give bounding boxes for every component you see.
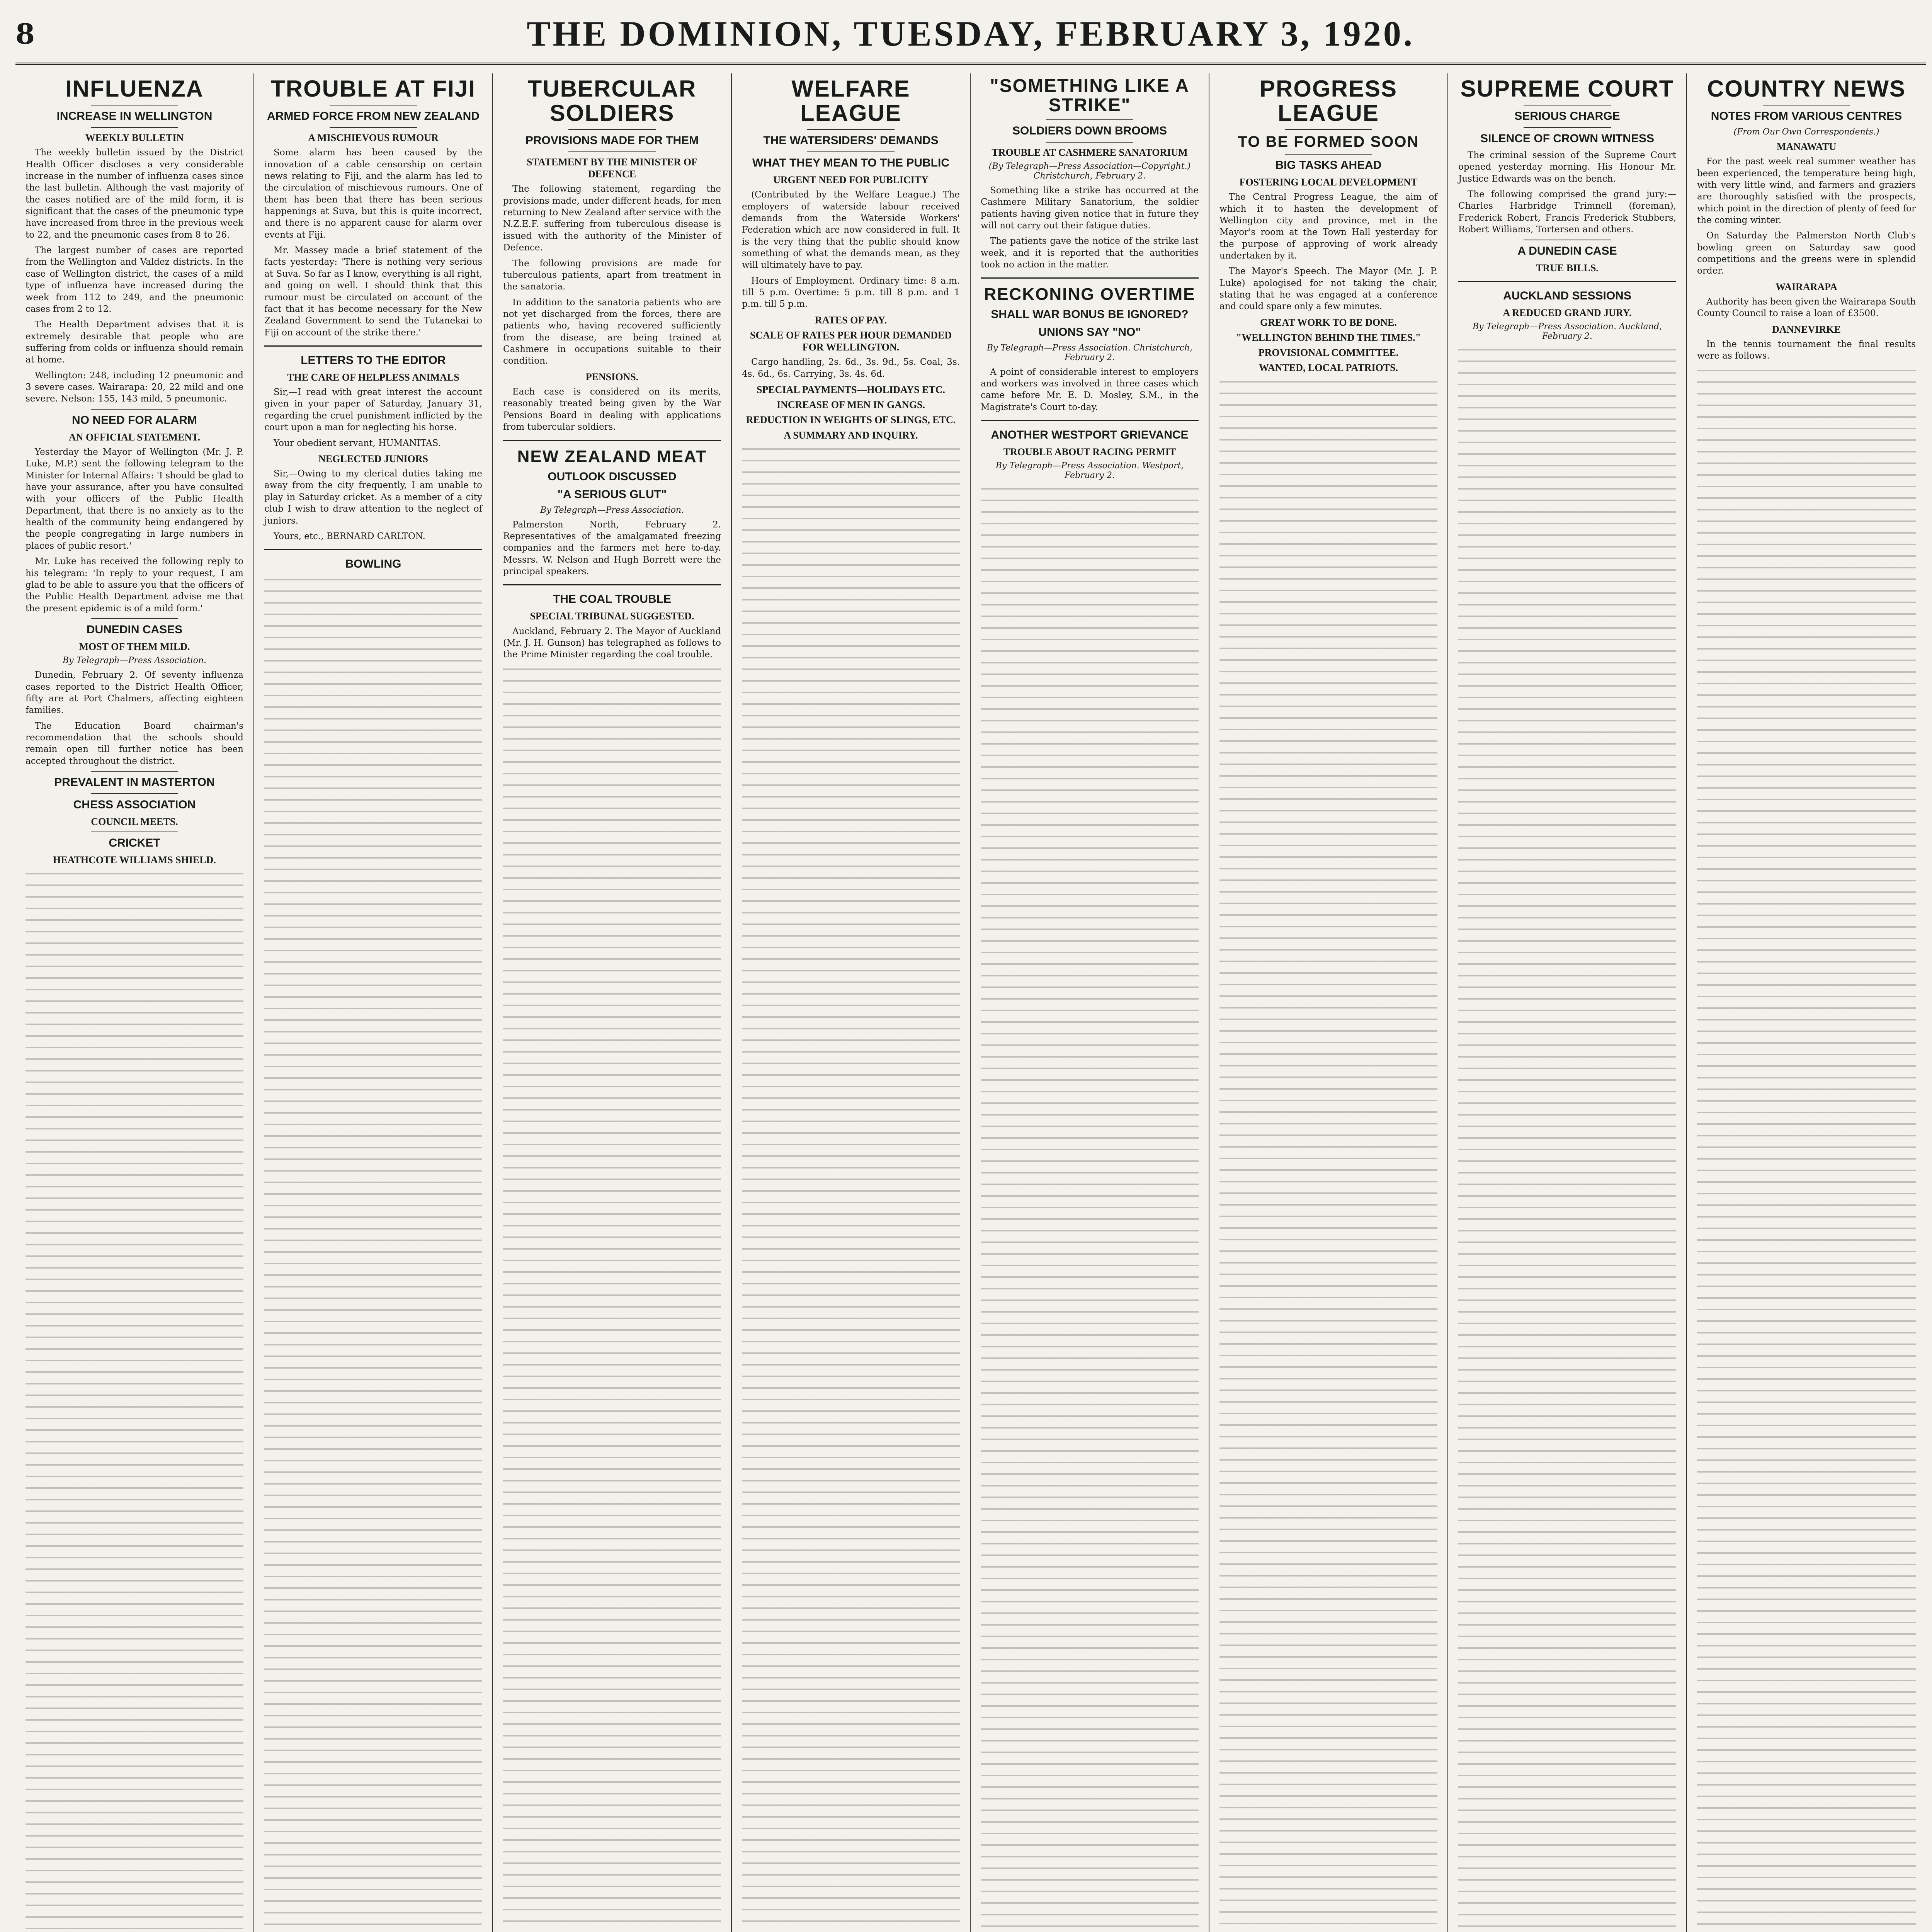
subhead: CRICKET xyxy=(109,837,160,850)
kicker: STATEMENT BY THE MINISTER OF DEFENCE xyxy=(526,156,698,180)
paragraph: For the past week real summer weather has been experienced, the temperature being high, with very little wind, and farmers and graziers are thoroughly satisfied with the prospects, which point in the direction of plenty of feed for the coming winter. xyxy=(1697,156,1916,225)
paragraph: The patients gave the notice of the strike last week, and it is reported that the authorities took no action in the matter. xyxy=(981,236,1199,270)
kicker: SCALE OF RATES PER HOUR DEMANDED FOR WELLINGTON. xyxy=(750,329,952,353)
subhead: DUNEDIN CASES xyxy=(86,623,183,636)
kicker: GREAT WORK TO BE DONE. xyxy=(1260,316,1397,328)
byline: By Telegraph—Press Association. Christchurch, February 2. xyxy=(986,343,1193,362)
kicker: A MISCHIEVOUS RUMOUR xyxy=(308,132,439,143)
paragraph: Cargo handling, 2s. 6d., 3s. 9d., 5s. Coal, 3s. 4s. 6d., 6s. Carrying, 3s. 4s. 6d. xyxy=(742,357,960,379)
headline: PROGRESS LEAGUE xyxy=(1259,76,1398,126)
subhead: UNIONS SAY "NO" xyxy=(1038,325,1141,338)
paragraph: Authority has been given the Wairarapa South County Council to raise a loan of £3500. xyxy=(1697,296,1916,319)
body-text-block xyxy=(1697,366,1916,1932)
headline: RECKONING OVERTIME xyxy=(984,285,1196,304)
paragraph: The Education Board chairman's recommendation that the schools should remain open till further notice has been accepted throughout the district. xyxy=(26,721,243,766)
column-supreme-court xyxy=(1448,73,1687,1932)
kicker: DANNEVIRKE xyxy=(1772,323,1841,335)
headline: TUBERCULAR SOLDIERS xyxy=(527,76,697,126)
paragraph: Some alarm has been caused by the innovation of a cable censorship on certain news relating to Fiji, and the alarm has led to the circulation of mischievous rumours. One of them has been that there has been serious happenings at Suva, but this is quite incorrect, and there is no apparent cause for alarm over events at Fiji. xyxy=(264,148,482,240)
subhead: WHAT THEY MEAN TO THE PUBLIC xyxy=(752,156,949,169)
subhead: ARMED FORCE FROM NEW ZEALAND xyxy=(267,110,480,122)
subhead: SILENCE OF CROWN WITNESS xyxy=(1480,132,1654,145)
subhead: CHESS ASSOCIATION xyxy=(73,798,196,811)
headline: WELFARE LEAGUE xyxy=(791,76,910,126)
column-country-news xyxy=(1687,73,1926,1932)
paragraph: Mr. Massey made a brief statement of the facts yesterday: 'There is nothing very serious at Suva. So far as I know, everything is all right, and going on well. I should think that this rumour must be circulated on account of the fact that it has become necessary for the New Zealand Government to send the Tutanekai to Fiji on account of the strike there.' xyxy=(264,245,482,338)
kicker: AN OFFICIAL STATEMENT. xyxy=(68,431,201,443)
headline: NEW ZEALAND MEAT xyxy=(517,447,707,466)
headline: COUNTRY NEWS xyxy=(1707,76,1906,102)
body-text-block xyxy=(503,665,721,1932)
paragraph: Palmerston North, February 2. Representatives of the amalgamated freezing companies and the farmers met here to-day. Messrs. W. Nelson and Hugh Borrett were the principal speakers. xyxy=(503,519,721,577)
paragraph: Yours, etc., BERNARD CARLTON. xyxy=(274,531,425,541)
kicker: TROUBLE ABOUT RACING PERMIT xyxy=(1003,446,1176,458)
subhead: "A SERIOUS GLUT" xyxy=(557,488,667,501)
subhead: LETTERS TO THE EDITOR xyxy=(301,354,446,367)
byline: (By Telegraph—Press Association—Copyright.) Christchurch, February 2. xyxy=(988,161,1191,181)
paragraph: The following statement, regarding the provisions made, under different heads, for men returning to New Zealand after service with the N.Z.E.F. suffering from tuberculous disease is issued with the authority of the Minister of Defence. xyxy=(503,184,721,253)
kicker: SPECIAL TRIBUNAL SUGGESTED. xyxy=(530,611,694,622)
subhead: OUTLOOK DISCUSSED xyxy=(548,470,677,483)
columns xyxy=(15,73,1926,1932)
subhead: SHALL WAR BONUS BE IGNORED? xyxy=(991,308,1189,321)
body-text-block xyxy=(26,869,243,1932)
paragraph: The weekly bulletin issued by the District Health Officer discloses a very considerable increase in the number of influenza cases since the last bulletin. Although the vast majority of the cases notified are of the mild form, it is significant that the cases of the pneumonic type have increased from three in the previous week to 22, and the pneumonic cases from 8 to 26. xyxy=(26,148,243,240)
kicker: REDUCTION IN WEIGHTS OF SLINGS, ETC. xyxy=(746,414,956,426)
body-text-block xyxy=(264,575,482,1932)
kicker: NEGLECTED JUNIORS xyxy=(318,453,428,464)
kicker: COUNCIL MEETS. xyxy=(91,816,178,828)
paragraph: In the tennis tournament the final results were as follows. xyxy=(1697,339,1916,361)
headline: "SOMETHING LIKE A STRIKE" xyxy=(990,76,1190,116)
byline: By Telegraph—Press Association. xyxy=(540,505,684,515)
kicker: RATES OF PAY. xyxy=(815,314,887,326)
subhead: NOTES FROM VARIOUS CENTRES xyxy=(1711,110,1902,122)
byline: By Telegraph—Press Association. Westport, February 2. xyxy=(995,461,1184,481)
subhead: BOWLING xyxy=(345,558,401,571)
subhead: INCREASE IN WELLINGTON xyxy=(56,110,213,122)
paragraph: The largest number of cases are reported from the Wellington and Valdez districts. In the case of Wellington district, the cases of a mild type of influenza have increased during the week from 112 to 249, and the pneumonic cases from 2 to 12. xyxy=(26,245,243,314)
column-strike xyxy=(971,73,1209,1932)
page-number: 8 xyxy=(15,17,35,50)
kicker: WEEKLY BULLETIN xyxy=(85,132,184,143)
column-welfare xyxy=(732,73,971,1932)
subhead: SOLDIERS DOWN BROOMS xyxy=(1012,124,1167,137)
kicker: PENSIONS. xyxy=(585,371,639,383)
byline: (From Our Own Correspondents.) xyxy=(1733,127,1879,137)
subhead: ANOTHER WESTPORT GRIEVANCE xyxy=(991,429,1189,442)
paragraph: In addition to the sanatoria patients who are not yet discharged from the forces, there are patients who, having recovered sufficiently from the disease, are being trained at Cashmere in occupations suitable to their condition. xyxy=(503,297,721,366)
paragraph: Your obedient servant, HUMANITAS. xyxy=(274,438,441,448)
paragraph: Yesterday the Mayor of Wellington (Mr. J. P. Luke, M.P.) sent the following telegram to the Minister for Internal Affairs: 'I should be glad to have your assurance, after you have consulted with your officers of the Public Health Department, that there is no anxiety as to the health of the community being endangered by the people congregating in large numbers in places of public resort.' xyxy=(26,447,243,551)
kicker: WAIRARAPA xyxy=(1776,281,1837,293)
subhead: THE COAL TROUBLE xyxy=(553,593,672,606)
kicker: A SUMMARY AND INQUIRY. xyxy=(784,429,918,441)
kicker: MANAWATU xyxy=(1776,141,1837,152)
subhead: TO BE FORMED SOON xyxy=(1238,133,1419,150)
paragraph: Mr. Luke has received the following reply to his telegram: 'In reply to your request, I am glad to be able to assure you that the officers of the Public Health Department advise me that the present epidemic is of a mild form.' xyxy=(26,556,243,614)
subhead: PREVALENT IN MASTERTON xyxy=(54,776,215,789)
kicker: FOSTERING LOCAL DEVELOPMENT xyxy=(1239,177,1418,188)
paragraph: Something like a strike has occurred at the Cashmere Military Sanatorium, the soldier patients having given notice that in future they will not carry out their fatigue duties. xyxy=(981,185,1199,231)
paragraph: The following provisions are made for tuberculous patients, apart from treatment in the sanatoria. xyxy=(503,258,721,292)
kicker: A REDUCED GRAND JURY. xyxy=(1503,307,1632,318)
paragraph: The Central Progress League, the aim of which it to hasten the development of Wellington city and province, met in the Mayor's room at the Town Hall yesterday for the purpose of approving of work already undertaken by it. xyxy=(1219,192,1437,261)
paragraph: A point of considerable interest to employers and workers was involved in three cases which came before Mr. E. D. Mosley, S.M., in the Magistrate's Court to-day. xyxy=(981,367,1199,412)
subhead: NO NEED FOR ALARM xyxy=(72,413,197,427)
subhead: THE WATERSIDERS' DEMANDS xyxy=(763,134,939,147)
subhead: A DUNEDIN CASE xyxy=(1517,244,1617,257)
paragraph: Auckland, February 2. The Mayor of Auckland (Mr. J. H. Gunson) has telegraphed as follows to the Prime Minister regarding the coal trouble. xyxy=(503,626,721,660)
headline: INFLUENZA xyxy=(65,76,204,102)
byline: By Telegraph—Press Association. xyxy=(63,656,206,666)
column-progress xyxy=(1209,73,1448,1932)
body-text-block xyxy=(742,444,960,1932)
newspaper-title: THE DOMINION, TUESDAY, FEBRUARY 3, 1920. xyxy=(527,14,1415,53)
subhead: AUCKLAND SESSIONS xyxy=(1503,289,1631,302)
body-text-block xyxy=(981,484,1199,1932)
kicker: TRUE BILLS. xyxy=(1536,262,1599,274)
kicker: PROVISIONAL COMMITTEE. xyxy=(1258,347,1399,359)
paragraph: Each case is considered on its merits, reasonably treated being given by the War Pensions Board in dealing with applications from tubercular soldiers. xyxy=(503,386,721,432)
paragraph: Sir,—I read with great interest the account given in your paper of Saturday, January 31, regarding the cruel punishment inflicted by the court upon a man for neglecting his horse. xyxy=(264,387,482,433)
paragraph: Wellington: 248, including 12 pneumonic and 3 severe cases. Wairarapa: 20, 22 mild and one severe. Nelson: 155, 143 mild, 5 pneumonic. xyxy=(26,370,243,404)
paragraph: Hours of Employment. Ordinary time: 8 a.m. till 5 p.m. Overtime: 5 p.m. till 8 p.m. and 1 p.m. till 5 p.m. xyxy=(742,276,960,310)
column-influenza xyxy=(15,73,254,1932)
headline: TROUBLE AT FIJI xyxy=(271,76,476,102)
paragraph: The Mayor's Speech. The Mayor (Mr. J. P. Luke) apologised for not taking the chair, stating that he was engaged at a conference and could spare only a few minutes. xyxy=(1219,266,1437,312)
paragraph: The Health Department advises that it is extremely desirable that people who are suffering from colds or influenza should remain at home. xyxy=(26,320,243,365)
subhead: PROVISIONS MADE FOR THEM xyxy=(525,134,699,147)
kicker: INCREASE OF MEN IN GANGS. xyxy=(776,399,925,411)
kicker: SPECIAL PAYMENTS—HOLIDAYS ETC. xyxy=(756,384,946,396)
masthead xyxy=(15,5,1926,65)
kicker: HEATHCOTE WILLIAMS SHIELD. xyxy=(53,854,216,866)
subhead: SERIOUS CHARGE xyxy=(1514,110,1620,122)
column-fiji xyxy=(254,73,493,1932)
paragraph: (Contributed by the Welfare League.) The employers of waterside labour received demands from the Waterside Workers' Federation which are now considered in full. It is the very thing that the public should know something of what the demands mean, as they will ultimately have to pay. xyxy=(742,190,960,270)
body-text-block xyxy=(1219,377,1437,1932)
paragraph: The criminal session of the Supreme Court opened yesterday morning. His Honour Mr. Justice Edwards was on the bench. xyxy=(1458,150,1676,184)
headline: SUPREME COURT xyxy=(1460,76,1674,102)
kicker: THE CARE OF HELPLESS ANIMALS xyxy=(287,371,459,383)
subhead: BIG TASKS AHEAD xyxy=(1275,159,1382,172)
body-text-block xyxy=(1458,345,1676,1932)
paragraph: Sir,—Owing to my clerical duties taking me away from the city frequently, I am unable to play in Saturday cricket. As a member of a city club I wish to draw attention to the neglect of juniors. xyxy=(264,469,482,526)
kicker: URGENT NEED FOR PUBLICITY xyxy=(773,174,929,185)
kicker: WANTED, LOCAL PATRIOTS. xyxy=(1259,362,1398,374)
kicker: TROUBLE AT CASHMERE SANATORIUM xyxy=(992,146,1188,158)
column-tubercular xyxy=(493,73,732,1932)
paragraph: Dunedin, February 2. Of seventy influenza cases reported to the District Health Officer, fifty are at Port Chalmers, affecting eighteen families. xyxy=(26,670,243,716)
byline: By Telegraph—Press Association. Auckland, February 2. xyxy=(1472,321,1662,341)
kicker: "WELLINGTON BEHIND THE TIMES." xyxy=(1236,332,1421,343)
paragraph: On Saturday the Palmerston North Club's bowling green on Saturday saw good competitions and the greens were in splendid order. xyxy=(1697,231,1916,276)
kicker: MOST OF THEM MILD. xyxy=(79,641,190,652)
paragraph: The following comprised the grand jury:—Charles Harbridge Trimnell (foreman), Frederick Robert, Francis Frederick Stubbers, Robert Williams, Tortersen and others. xyxy=(1458,189,1676,235)
